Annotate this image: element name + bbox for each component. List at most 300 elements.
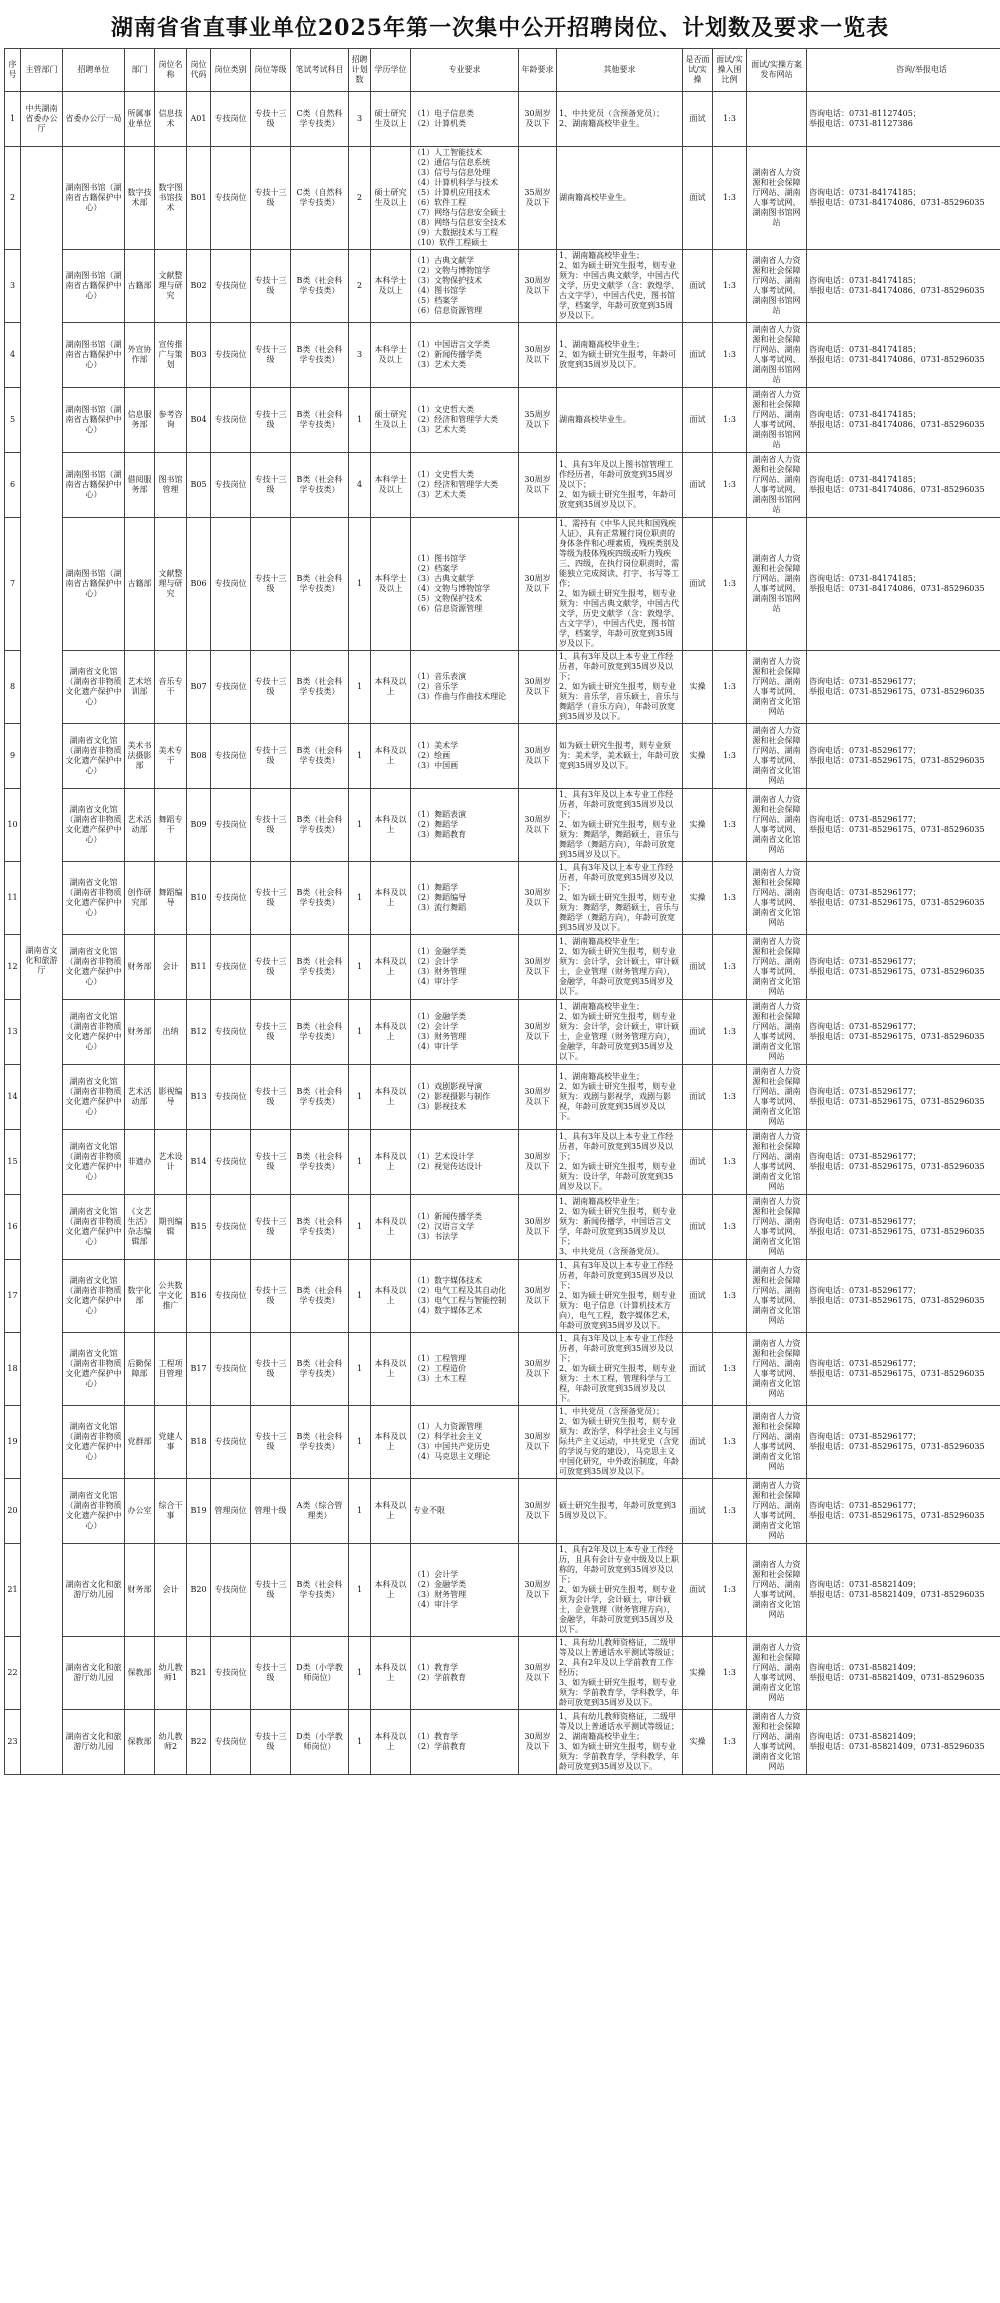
- major-cell: [411, 862, 519, 935]
- education-cell: 本科及以上: [371, 1333, 411, 1406]
- other-requirements-cell-line: 1、具有3年及以上本专业工作经历者，年龄可放宽到35周岁及以下；: [559, 1334, 674, 1363]
- publish-site-cell: 湖南省人力资源和社会保障厅网站、湖南人事考试网、湖南省文化馆网站: [747, 1333, 807, 1406]
- publish-site-cell: 湖南省人力资源和社会保障厅网站、湖南人事考试网、湖南省文化馆网站: [747, 1544, 807, 1637]
- other-requirements-cell-line: 2、如为硕士研究生报考，则专业须为：电子信息（计算机技术方向），电气工程，数字媒体艺术，年龄可放宽到35周岁及以下。: [559, 1291, 677, 1330]
- other-requirements-cell: [557, 1637, 683, 1710]
- post-grade-cell: 专技十三级: [251, 1710, 291, 1775]
- phone-cell-line: 咨询电话：0731-85296177；: [809, 1217, 921, 1226]
- row-number: 19: [5, 1406, 21, 1479]
- column-header: 是否面试/实操: [683, 49, 713, 92]
- row-number: 12: [5, 935, 21, 1000]
- row-number: 4: [5, 323, 21, 388]
- major-cell-line: （1）艺术设计学: [413, 1152, 475, 1161]
- column-header: 岗位名称: [155, 49, 187, 92]
- major-cell: [411, 1065, 519, 1130]
- phone-cell-line: 举报电话：0731-85296175、0731-85296035: [809, 1511, 985, 1520]
- major-cell-line: （1）美术学: [413, 741, 459, 750]
- major-cell-line: （2）文物与博物馆学: [413, 266, 491, 275]
- other-requirements-cell-line: 2、如为硕士研究生报考，则专业须为：中国古典文献学，中国古代文学，历史文献学（含：敦煌学、古文字学），中国古代史，图书馆学，档案学，年龄可放宽到35周岁及以下。: [559, 261, 679, 320]
- exam-subject-cell: B类（社会科学专技类）: [291, 388, 349, 453]
- column-header: 岗位等级: [251, 49, 291, 92]
- interview-type-cell: 面试: [683, 1195, 713, 1260]
- other-requirements-cell-line: 1、湖南籍高校毕业生；: [559, 1002, 645, 1011]
- age-cell: 35周岁及以下: [519, 147, 557, 250]
- major-cell: [411, 1195, 519, 1260]
- major-cell-line: （3）古典文献学: [413, 574, 475, 583]
- ratio-cell: 1:3: [713, 1406, 747, 1479]
- post-code-cell: B12: [187, 1000, 211, 1065]
- employer-cell: 湖南省文化馆（湖南省非物质文化遗产保护中心）: [63, 1195, 125, 1260]
- phone-cell: [807, 1000, 1000, 1065]
- table-row: [5, 651, 1000, 724]
- post-grade-cell: 专技十三级: [251, 862, 291, 935]
- major-cell-line: （1）音乐表演: [413, 672, 467, 681]
- row-number: 1: [5, 92, 21, 147]
- table-row: [5, 724, 1000, 789]
- quota-cell: 1: [349, 724, 371, 789]
- ratio-cell: 1:3: [713, 250, 747, 323]
- major-cell-line: （3）财务管理: [413, 1590, 467, 1599]
- phone-cell: [807, 862, 1000, 935]
- post-code-cell: B01: [187, 147, 211, 250]
- major-cell-line: （3）财务管理: [413, 967, 467, 976]
- column-header: 面试/实操方案发布网站: [747, 49, 807, 92]
- table-row: [5, 1406, 1000, 1479]
- phone-cell-line: 举报电话：0731-85296175、0731-85296035: [809, 825, 985, 834]
- quota-cell: 1: [349, 1130, 371, 1195]
- other-requirements-cell: [557, 1065, 683, 1130]
- major-cell-line: （3）影视技术: [413, 1102, 467, 1111]
- phone-cell-line: 咨询电话：0731-85296177；: [809, 815, 921, 824]
- ratio-cell: 1:3: [713, 935, 747, 1000]
- publish-site-cell: 湖南省人力资源和社会保障厅网站、湖南人事考试网、湖南省文化馆网站: [747, 1637, 807, 1710]
- education-cell: 本科及以上: [371, 862, 411, 935]
- column-header: 其他要求: [557, 49, 683, 92]
- exam-subject-cell: B类（社会科学专技类）: [291, 453, 349, 518]
- employer-cell: 湖南省文化馆（湖南省非物质文化遗产保护中心）: [63, 789, 125, 862]
- other-requirements-cell: [557, 1406, 683, 1479]
- quota-cell: 3: [349, 92, 371, 147]
- quota-cell: 1: [349, 1065, 371, 1130]
- phone-cell-line: 咨询电话：0731-84174185；: [809, 345, 921, 354]
- employer-cell: 湖南省文化和旅游厅幼儿园: [63, 1544, 125, 1637]
- row-number: 18: [5, 1333, 21, 1406]
- post-code-cell: B06: [187, 518, 211, 651]
- ratio-cell: 1:3: [713, 1065, 747, 1130]
- other-requirements-cell-line: 1、具有2年及以上本专业工作经历，且具有会计专业中级及以上职称的，年龄可放宽到35周岁及以下；: [559, 1545, 679, 1584]
- post-code-cell: B19: [187, 1479, 211, 1544]
- department-cell: 数字化部: [125, 1260, 155, 1333]
- phone-cell-line: 举报电话：0731-85296175、0731-85296035: [809, 1032, 985, 1041]
- other-requirements-cell-line: 1、具有3年及以上本专业工作经历者，年龄可放宽到35周岁及以下；: [559, 790, 674, 819]
- post-name-cell: 宣传推广与策划: [155, 323, 187, 388]
- employer-cell: 湖南省文化馆（湖南省非物质文化遗产保护中心）: [63, 1479, 125, 1544]
- major-cell: [411, 789, 519, 862]
- major-cell: [411, 250, 519, 323]
- major-cell: [411, 1479, 519, 1544]
- post-name-cell: 美术专干: [155, 724, 187, 789]
- department-cell: 《文艺生活》杂志编辑部: [125, 1195, 155, 1260]
- other-requirements-cell-line: 1、具有3年及以上本专业工作经历者，年龄可放宽到35周岁及以下；: [559, 1132, 674, 1161]
- table-row: [5, 388, 1000, 453]
- other-requirements-cell: [557, 388, 683, 453]
- major-cell-line: （1）人力资源管理: [413, 1422, 483, 1431]
- major-cell-line: （3）信号与信息处理: [413, 168, 491, 177]
- education-cell: 本科及以上: [371, 1195, 411, 1260]
- post-code-cell: B03: [187, 323, 211, 388]
- interview-type-cell: 面试: [683, 388, 713, 453]
- major-cell-line: （3）艺术大类: [413, 490, 467, 499]
- age-cell: 30周岁及以下: [519, 92, 557, 147]
- exam-subject-cell: B类（社会科学专技类）: [291, 323, 349, 388]
- table-row: [5, 518, 1000, 651]
- major-cell-line: （2）经济和管理学大类: [413, 480, 499, 489]
- row-number: 21: [5, 1544, 21, 1637]
- department-cell: 办公室: [125, 1479, 155, 1544]
- post-code-cell: B05: [187, 453, 211, 518]
- exam-subject-cell: B类（社会科学专技类）: [291, 518, 349, 651]
- other-requirements-cell: [557, 1333, 683, 1406]
- post-code-cell: B16: [187, 1260, 211, 1333]
- publish-site-cell: 湖南省人力资源和社会保障厅网站、湖南人事考试网、湖南省文化馆网站: [747, 1479, 807, 1544]
- table-row: [5, 92, 1000, 147]
- phone-cell: [807, 789, 1000, 862]
- exam-subject-cell: B类（社会科学专技类）: [291, 1195, 349, 1260]
- publish-site-cell: 湖南省人力资源和社会保障厅网站、湖南人事考试网、湖南省文化馆网站: [747, 651, 807, 724]
- exam-subject-cell: B类（社会科学专技类）: [291, 1544, 349, 1637]
- major-cell-line: （1）舞蹈表演: [413, 810, 467, 819]
- row-number: 3: [5, 250, 21, 323]
- major-cell-line: （3）流行舞蹈: [413, 903, 467, 912]
- other-requirements-cell: [557, 1479, 683, 1544]
- major-cell: [411, 1130, 519, 1195]
- department-cell: 财务部: [125, 935, 155, 1000]
- major-cell-line: （2）汉语言文学: [413, 1222, 475, 1231]
- major-cell-line: （2）通信与信息系统: [413, 158, 491, 167]
- exam-subject-cell: C类（自然科学专技类）: [291, 92, 349, 147]
- publish-site-cell: 湖南省人力资源和社会保障厅网站、湖南人事考试网、湖南省文化馆网站: [747, 1710, 807, 1775]
- publish-site-cell: 湖南省人力资源和社会保障厅网站、湖南人事考试网、湖南省文化馆网站: [747, 862, 807, 935]
- major-cell-line: （1）古典文献学: [413, 256, 475, 265]
- post-grade-cell: 专技十三级: [251, 1260, 291, 1333]
- major-cell-line: （1）人工智能技术: [413, 148, 483, 157]
- phone-cell: [807, 1065, 1000, 1130]
- department-cell: 古籍部: [125, 250, 155, 323]
- column-header: 岗位类别: [211, 49, 251, 92]
- phone-cell-line: 举报电话：0731-85296175、0731-85296035: [809, 1442, 985, 1451]
- post-category-cell: 专技岗位: [211, 453, 251, 518]
- phone-cell-line: 举报电话：0731-85296175、0731-85296035: [809, 1162, 985, 1171]
- department-cell: 非遗办: [125, 1130, 155, 1195]
- column-header: 面试/实操入围比例: [713, 49, 747, 92]
- ratio-cell: 1:3: [713, 453, 747, 518]
- column-header: 主管部门: [21, 49, 63, 92]
- exam-subject-cell: D类（小学教师岗位）: [291, 1637, 349, 1710]
- post-code-cell: B10: [187, 862, 211, 935]
- post-name-cell: 出纳: [155, 1000, 187, 1065]
- phone-cell: [807, 1479, 1000, 1544]
- post-grade-cell: 专技十三级: [251, 1195, 291, 1260]
- major-cell-line: （3）书法学: [413, 1232, 459, 1241]
- phone-cell: [807, 651, 1000, 724]
- major-cell-line: （2）科学社会主义: [413, 1432, 483, 1441]
- post-code-cell: B11: [187, 935, 211, 1000]
- other-requirements-cell: [557, 250, 683, 323]
- row-number: 7: [5, 518, 21, 651]
- employer-cell: 湖南省文化馆（湖南省非物质文化遗产保护中心）: [63, 935, 125, 1000]
- phone-cell: [807, 92, 1000, 147]
- major-cell: [411, 1637, 519, 1710]
- quota-cell: 1: [349, 1710, 371, 1775]
- ratio-cell: 1:3: [713, 862, 747, 935]
- other-requirements-cell-line: 1、湖南籍高校毕业生；: [559, 1197, 645, 1206]
- column-header: 年龄要求: [519, 49, 557, 92]
- exam-subject-cell: A类（综合管理类）: [291, 1479, 349, 1544]
- phone-cell-line: 举报电话：0731-84174086、0731-85296035: [809, 420, 985, 429]
- post-name-cell: 文献整理与研究: [155, 518, 187, 651]
- other-requirements-cell: [557, 1195, 683, 1260]
- major-cell-line: （4）审计学: [413, 1600, 459, 1609]
- exam-subject-cell: D类（小学教师岗位）: [291, 1710, 349, 1775]
- major-cell-line: （2）学前教育: [413, 1742, 467, 1751]
- age-cell: 30周岁及以下: [519, 323, 557, 388]
- post-name-cell: 参考咨询: [155, 388, 187, 453]
- major-cell: [411, 1333, 519, 1406]
- major-cell: [411, 323, 519, 388]
- post-name-cell: 数字图书馆技术: [155, 147, 187, 250]
- major-cell-line: （5）文物保护技术: [413, 594, 483, 603]
- publish-site-cell: [747, 92, 807, 147]
- post-code-cell: B07: [187, 651, 211, 724]
- major-cell-line: （10）软件工程硕士: [413, 238, 488, 247]
- exam-subject-cell: B类（社会科学专技类）: [291, 862, 349, 935]
- phone-cell-line: 举报电话：0731-84174086、0731-85296035: [809, 198, 985, 207]
- quota-cell: 3: [349, 323, 371, 388]
- row-number: 22: [5, 1637, 21, 1710]
- quota-cell: 1: [349, 862, 371, 935]
- employer-cell: 湖南省文化馆（湖南省非物质文化遗产保护中心）: [63, 1406, 125, 1479]
- post-name-cell: 舞蹈专干: [155, 789, 187, 862]
- department-cell: 党群部: [125, 1406, 155, 1479]
- ratio-cell: 1:3: [713, 651, 747, 724]
- other-requirements-cell: [557, 453, 683, 518]
- other-requirements-cell-line: 3、如为硕士研究生报考，则专业须为：学前教育学，学科教学，年龄可放宽到35周岁及以下。: [559, 1678, 679, 1707]
- education-cell: 本科及以上: [371, 1479, 411, 1544]
- major-cell-line: （2）计算机类: [413, 119, 467, 128]
- phone-cell: [807, 323, 1000, 388]
- other-requirements-cell-line: 2、如为硕士研究生报考，则专业须为：设计学，年龄可放宽到35周岁及以下。: [559, 1162, 677, 1191]
- other-requirements-cell: [557, 518, 683, 651]
- ratio-cell: 1:3: [713, 92, 747, 147]
- phone-cell-line: 举报电话：0731-85296175、0731-85296035: [809, 1369, 985, 1378]
- row-number: 10: [5, 789, 21, 862]
- department-cell: 美术书法摄影部: [125, 724, 155, 789]
- interview-type-cell: 实操: [683, 1637, 713, 1710]
- post-name-cell: 影视编导: [155, 1065, 187, 1130]
- major-cell-line: （3）文物保护技术: [413, 276, 483, 285]
- phone-cell: [807, 1544, 1000, 1637]
- post-category-cell: 专技岗位: [211, 935, 251, 1000]
- other-requirements-cell: [557, 862, 683, 935]
- row-number: 2: [5, 147, 21, 250]
- education-cell: 硕士研究生及以上: [371, 92, 411, 147]
- major-cell-line: （2）学前教育: [413, 1673, 467, 1682]
- major-cell-line: （2）新闻传播学类: [413, 350, 483, 359]
- column-header: 岗位代码: [187, 49, 211, 92]
- quota-cell: 1: [349, 1406, 371, 1479]
- age-cell: 30周岁及以下: [519, 518, 557, 651]
- employer-cell: 湖南省文化馆（湖南省非物质文化遗产保护中心）: [63, 1130, 125, 1195]
- post-code-cell: B09: [187, 789, 211, 862]
- exam-subject-cell: B类（社会科学专技类）: [291, 1406, 349, 1479]
- education-cell: 本科及以上: [371, 1406, 411, 1479]
- publish-site-cell: 湖南省人力资源和社会保障厅网站、湖南人事考试网、湖南图书馆网站: [747, 147, 807, 250]
- other-requirements-cell-line: 2、如为硕士研究生报考，年龄可放宽到35周岁及以下。: [559, 350, 677, 369]
- quota-cell: 1: [349, 1195, 371, 1260]
- post-category-cell: 专技岗位: [211, 1000, 251, 1065]
- post-name-cell: 舞蹈编导: [155, 862, 187, 935]
- quota-cell: 4: [349, 453, 371, 518]
- column-header: 学历学位: [371, 49, 411, 92]
- ratio-cell: 1:3: [713, 1333, 747, 1406]
- department-cell: 所属事业单位: [125, 92, 155, 147]
- ratio-cell: 1:3: [713, 388, 747, 453]
- exam-subject-cell: B类（社会科学专技类）: [291, 1065, 349, 1130]
- post-name-cell: 信息技术: [155, 92, 187, 147]
- ratio-cell: 1:3: [713, 147, 747, 250]
- table-body: [5, 92, 1000, 1775]
- phone-cell-line: 咨询电话：0731-85296177；: [809, 1022, 921, 1031]
- row-number: 17: [5, 1260, 21, 1333]
- phone-cell-line: 举报电话：0731-85821409、0731-85296035: [809, 1742, 985, 1751]
- major-cell-line: （2）舞蹈编导: [413, 893, 467, 902]
- post-category-cell: 专技岗位: [211, 92, 251, 147]
- employer-cell: 湖南图书馆（湖南省古籍保护中心）: [63, 518, 125, 651]
- post-code-cell: B20: [187, 1544, 211, 1637]
- phone-cell: [807, 1710, 1000, 1775]
- major-cell-line: （1）中国语言文学类: [413, 340, 491, 349]
- table-row: [5, 935, 1000, 1000]
- other-requirements-cell-line: 1、湖南籍高校毕业生；: [559, 1072, 645, 1081]
- interview-type-cell: 实操: [683, 724, 713, 789]
- major-cell-line: 专业不限: [413, 1506, 445, 1515]
- phone-cell-line: 举报电话：0731-84174086、0731-85296035: [809, 355, 985, 364]
- phone-cell: [807, 453, 1000, 518]
- other-requirements-cell-line: 2、如为硕士研究生报考，则专业须为：新闻传播学，中国语言文学，年龄可放宽到35周岁及以下；: [559, 1207, 677, 1246]
- table-row: [5, 862, 1000, 935]
- publish-site-cell: 湖南省人力资源和社会保障厅网站、湖南人事考试网、湖南省文化馆网站: [747, 935, 807, 1000]
- column-header: 招聘计划数: [349, 49, 371, 92]
- other-requirements-cell: [557, 651, 683, 724]
- phone-cell-line: 咨询电话：0731-85296177；: [809, 1432, 921, 1441]
- ratio-cell: 1:3: [713, 1544, 747, 1637]
- post-name-cell: 会计: [155, 1544, 187, 1637]
- major-cell-line: （4）审计学: [413, 1042, 459, 1051]
- other-requirements-cell-line: 2、湖南籍高校毕业生。: [559, 119, 645, 128]
- post-grade-cell: 专技十三级: [251, 388, 291, 453]
- publish-site-cell: 湖南省人力资源和社会保障厅网站、湖南人事考试网、湖南图书馆网站: [747, 323, 807, 388]
- post-category-cell: 专技岗位: [211, 1195, 251, 1260]
- other-requirements-cell-line: 1、具有3年及以上本专业工作经历者，年龄可放宽到35周岁及以下；: [559, 1261, 674, 1290]
- major-cell: [411, 147, 519, 250]
- post-category-cell: 专技岗位: [211, 1637, 251, 1710]
- major-cell-line: （1）会计学: [413, 1570, 459, 1579]
- post-grade-cell: 专技十三级: [251, 1637, 291, 1710]
- table-row: [5, 147, 1000, 250]
- interview-type-cell: 面试: [683, 250, 713, 323]
- post-name-cell: 公共数字文化推广: [155, 1260, 187, 1333]
- phone-cell: [807, 147, 1000, 250]
- education-cell: 本科及以上: [371, 935, 411, 1000]
- phone-cell: [807, 518, 1000, 651]
- table-row: [5, 789, 1000, 862]
- age-cell: 30周岁及以下: [519, 1065, 557, 1130]
- education-cell: 本科学士及以上: [371, 250, 411, 323]
- other-requirements-cell-line: 2、如为硕士研究生报考，则专业须为：政治学，科学社会主义与国际共产主义运动，中共党史（含党的学说与党的建设），马克思主义中国化研究，中外政治制度，年龄可放宽到35周岁及以下。: [559, 1417, 679, 1476]
- phone-cell: [807, 1130, 1000, 1195]
- interview-type-cell: 面试: [683, 323, 713, 388]
- ratio-cell: 1:3: [713, 1637, 747, 1710]
- phone-cell: [807, 724, 1000, 789]
- exam-subject-cell: B类（社会科学专技类）: [291, 651, 349, 724]
- post-code-cell: B17: [187, 1333, 211, 1406]
- other-requirements-cell-line: 2、如为硕士研究生报考，年龄可放宽到35周岁及以下。: [559, 490, 677, 509]
- quota-cell: 1: [349, 1333, 371, 1406]
- major-cell-line: （8）网络与信息安全技术: [413, 218, 507, 227]
- department-cell: 创作研究部: [125, 862, 155, 935]
- exam-subject-cell: B类（社会科学专技类）: [291, 935, 349, 1000]
- department-cell: 艺术活动部: [125, 1065, 155, 1130]
- education-cell: 本科及以上: [371, 1260, 411, 1333]
- phone-cell-line: 举报电话：0731-85821409、0731-85296035: [809, 1590, 985, 1599]
- post-grade-cell: 专技十三级: [251, 1406, 291, 1479]
- age-cell: 30周岁及以下: [519, 1479, 557, 1544]
- department-cell: 数字技术部: [125, 147, 155, 250]
- ratio-cell: 1:3: [713, 1000, 747, 1065]
- other-requirements-cell: [557, 789, 683, 862]
- post-category-cell: 专技岗位: [211, 1710, 251, 1775]
- quota-cell: 1: [349, 1637, 371, 1710]
- age-cell: 30周岁及以下: [519, 1406, 557, 1479]
- other-requirements-cell: [557, 1260, 683, 1333]
- other-requirements-cell-line: 2、具有2年及以上学前教育工作经历；: [559, 1658, 674, 1677]
- other-requirements-cell-line: 1、需持有《中华人民共和国残疾人证》，具有正常履行岗位职责的身体条件和心理素质，残疾类别及等级为肢体残疾四级或听力残疾三、四级，在执行岗位职责时，需能独立完成阅读、打字、书写等工作；: [559, 519, 679, 588]
- post-code-cell: B02: [187, 250, 211, 323]
- other-requirements-cell: [557, 92, 683, 147]
- age-cell: 30周岁及以下: [519, 1260, 557, 1333]
- other-requirements-cell-line: 如为硕士研究生报考，则专业须为：美术学，美术硕士，年龄可放宽到35周岁及以下。: [559, 741, 679, 770]
- major-cell-line: （4）文物与博物馆学: [413, 584, 491, 593]
- post-name-cell: 艺术设计: [155, 1130, 187, 1195]
- education-cell: 本科学士及以上: [371, 323, 411, 388]
- row-number: 23: [5, 1710, 21, 1775]
- phone-cell: [807, 1406, 1000, 1479]
- major-cell-line: （1）戏剧影视导演: [413, 1082, 483, 1091]
- major-cell-line: （4）图书馆学: [413, 286, 467, 295]
- major-cell-line: （1）工程管理: [413, 1354, 467, 1363]
- phone-cell: [807, 935, 1000, 1000]
- phone-cell-line: 举报电话：0731-85296175、0731-85296035: [809, 898, 985, 907]
- age-cell: 30周岁及以下: [519, 651, 557, 724]
- major-cell-line: （2）金融学类: [413, 1580, 467, 1589]
- post-grade-cell: 专技十三级: [251, 323, 291, 388]
- other-requirements-cell-line: 2、如为硕士研究生报考，则专业须为：会计学，会计硕士，审计硕士，企业管理（财务管理方向），金融学，年龄可放宽到35周岁及以下。: [559, 947, 679, 996]
- education-cell: 本科学士及以上: [371, 518, 411, 651]
- quota-cell: 1: [349, 1260, 371, 1333]
- major-cell-line: （3）土木工程: [413, 1374, 467, 1383]
- major-cell-line: （2）绘画: [413, 751, 451, 760]
- phone-cell: [807, 1333, 1000, 1406]
